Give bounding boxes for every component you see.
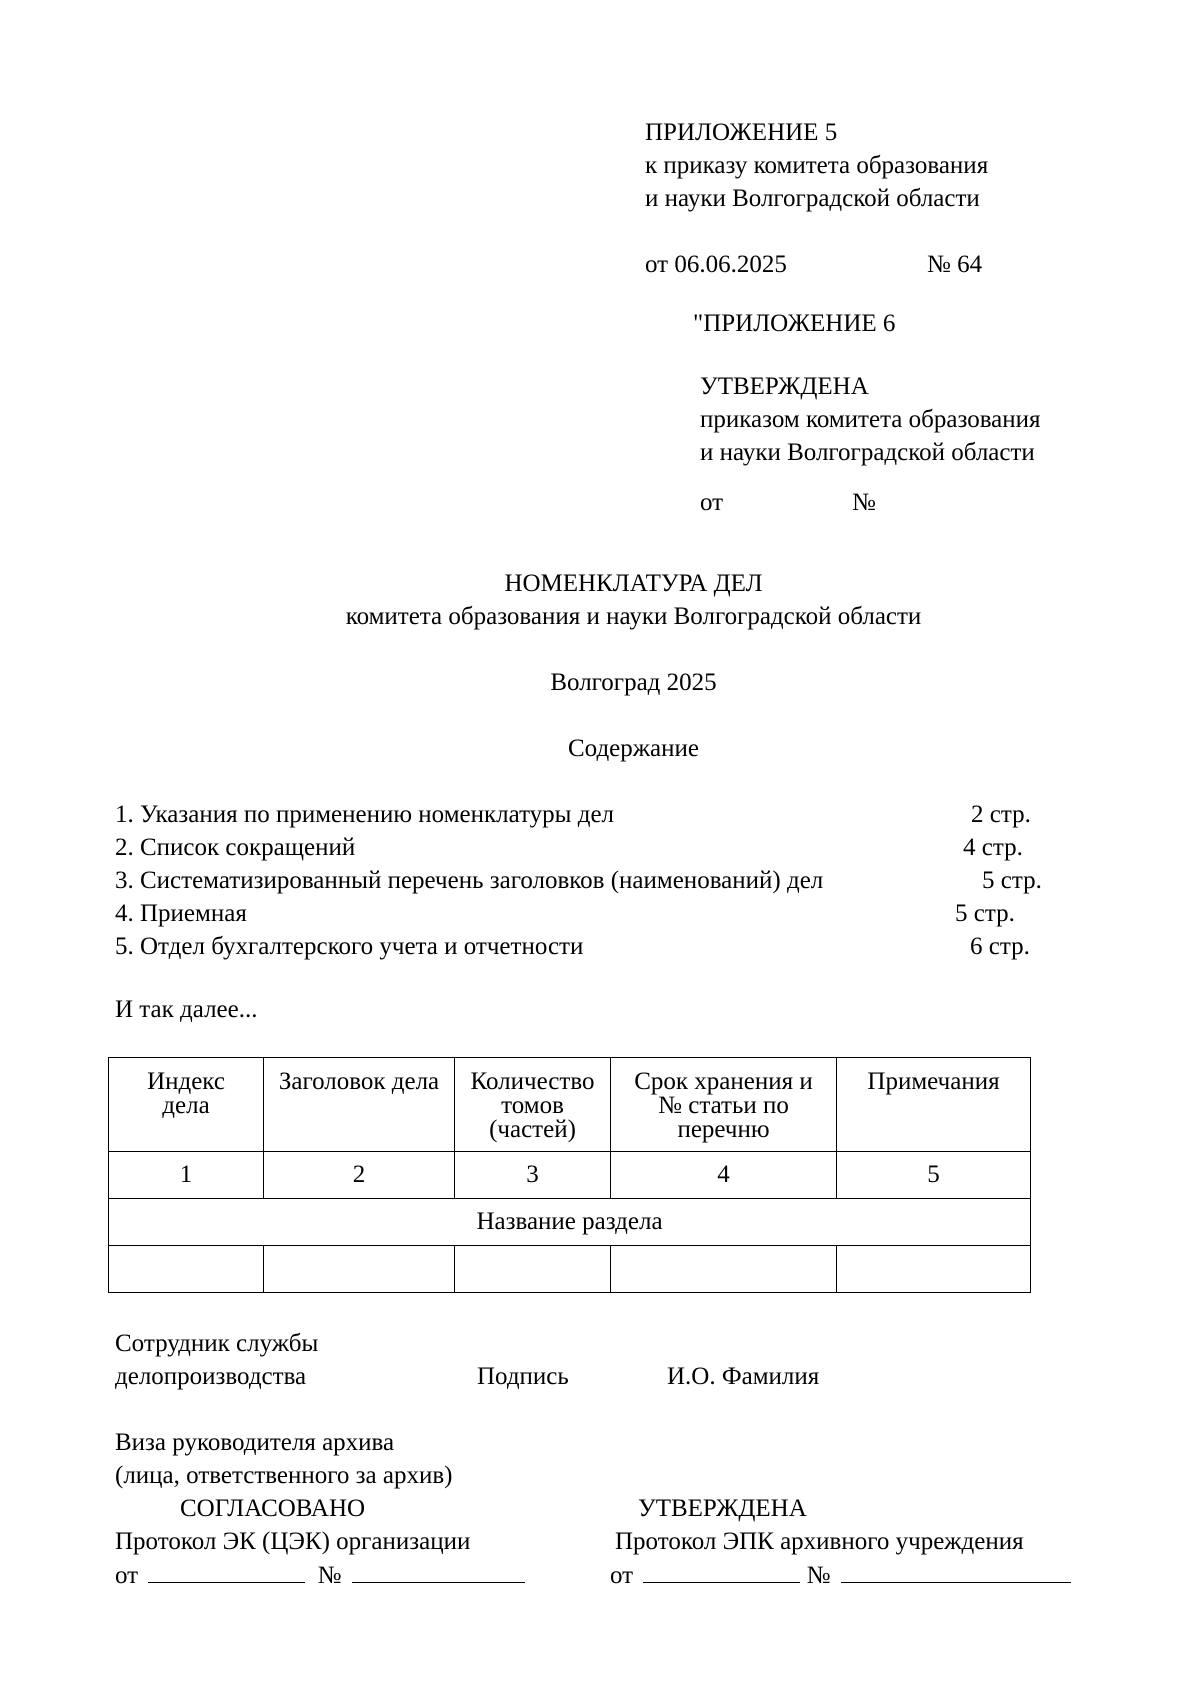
- header-retention-line1: Срок хранения и: [634, 1068, 813, 1095]
- toc-item-page: 2 стр.: [971, 801, 1031, 828]
- toc-item-page: 5 стр.: [955, 900, 1015, 927]
- table-cell: [109, 1246, 264, 1293]
- header-index: [109, 1058, 264, 1152]
- protocol-epk-label: Протокол ЭПК архивного учреждения: [615, 1528, 1024, 1555]
- column-number: 1: [109, 1152, 264, 1199]
- toc-item-text: 4. Приемная: [115, 900, 247, 927]
- table-cell: [455, 1246, 611, 1293]
- header-notes: [837, 1058, 1031, 1152]
- header-volumes: [455, 1058, 611, 1152]
- protocol-epk-date-row: [610, 1558, 1071, 1592]
- toc-item: [115, 864, 1075, 897]
- appendix6-line2: приказом комитета образования: [700, 406, 1041, 433]
- section-name: Название раздела: [109, 1199, 1031, 1246]
- header-retention: [611, 1058, 837, 1152]
- header-volumes-line1: Количество: [470, 1068, 595, 1095]
- and-so-on-text: И так далее...: [115, 996, 258, 1023]
- appendix5-date-row: [645, 248, 1045, 281]
- name-label: И.О. Фамилия: [667, 1363, 820, 1390]
- appendix5-number: № 64: [927, 251, 983, 278]
- document-subtitle: комитета образования и науки Волгоградской области: [345, 603, 922, 630]
- appendix5-line2: к приказу комитета образования: [645, 152, 989, 179]
- date-blank-line: [148, 1558, 305, 1583]
- header-title: [264, 1058, 455, 1152]
- number-label: №: [806, 1562, 831, 1589]
- appendix6-approval-block: [700, 370, 1041, 469]
- table-section-row: [109, 1199, 1031, 1246]
- header-index-line1: Индекс: [147, 1068, 225, 1095]
- table-number-row: [109, 1152, 1031, 1199]
- appendix6-number-label: №: [852, 489, 876, 516]
- date-blank-line: [643, 1558, 800, 1583]
- header-index-line2: дела: [162, 1092, 210, 1119]
- toc-item-page: 5 стр.: [982, 867, 1042, 894]
- toc-item-page: 4 стр.: [963, 834, 1023, 861]
- header-notes-line1: Примечания: [867, 1068, 1000, 1095]
- toc-item-page: 6 стр.: [970, 933, 1030, 960]
- header-title-line1: Заголовок дела: [278, 1068, 440, 1095]
- toc-item: [115, 930, 1075, 963]
- agreed-label: СОГЛАСОВАНО: [180, 1495, 366, 1522]
- toc-item: [115, 897, 1075, 930]
- column-number: 5: [837, 1152, 1031, 1199]
- appendix6-date-row: [700, 486, 1000, 519]
- protocol-ek-label: Протокол ЭК (ЦЭК) организации: [115, 1528, 471, 1555]
- number-blank-line: [352, 1558, 525, 1583]
- appendix5-line3: и науки Волгоградской области: [645, 185, 980, 212]
- table-row: [109, 1246, 1031, 1293]
- date-label: от: [115, 1562, 139, 1589]
- header-retention-line2: № статьи по: [658, 1092, 789, 1119]
- header-volumes-line3: (частей): [489, 1116, 576, 1143]
- appendix5-date: от 06.06.2025: [645, 251, 787, 278]
- header-volumes-line2: томов: [501, 1092, 564, 1119]
- signature-label: Подпись: [477, 1363, 569, 1390]
- table-header-row: [109, 1058, 1031, 1152]
- nomenclature-table: [108, 1057, 1031, 1293]
- toc-item-text: 3. Систематизированный перечень заголовков (наименований) дел: [115, 867, 824, 894]
- visa-label-line1: Виза руководителя архива: [115, 1429, 395, 1456]
- number-label: №: [317, 1562, 342, 1589]
- column-number: 3: [455, 1152, 611, 1199]
- appendix6-title: "ПРИЛОЖЕНИЕ 6: [693, 310, 896, 337]
- protocol-ek-date-row: [115, 1558, 525, 1592]
- toc-item: [115, 798, 1075, 831]
- contents-heading: Содержание: [568, 735, 699, 762]
- document-city-year: Волгоград 2025: [550, 669, 717, 696]
- employee-label-line2: делопроизводства: [115, 1363, 307, 1390]
- table-cell: [837, 1246, 1031, 1293]
- appendix6-date-label: от: [700, 489, 724, 516]
- number-blank-line: [841, 1558, 1071, 1583]
- table-cell: [264, 1246, 455, 1293]
- column-number: 4: [611, 1152, 837, 1199]
- document-title: НОМЕНКЛАТУРА ДЕЛ: [504, 570, 763, 597]
- date-label: от: [610, 1562, 634, 1589]
- toc-item: [115, 831, 1075, 864]
- toc-item-text: 2. Список сокращений: [115, 834, 356, 861]
- header-retention-line3: перечню: [677, 1116, 770, 1143]
- visa-label-line2: (лица, ответственного за архив): [115, 1462, 453, 1489]
- table-cell: [611, 1246, 837, 1293]
- employee-label-line1: Сотрудник службы: [115, 1330, 319, 1357]
- appendix6-approved: УТВЕРЖДЕНА: [700, 373, 869, 400]
- toc-item-text: 5. Отдел бухгалтерского учета и отчетности: [115, 933, 584, 960]
- appendix6-line3: и науки Волгоградской области: [700, 439, 1035, 466]
- approved-label: УТВЕРЖДЕНА: [638, 1495, 807, 1522]
- appendix5-title: ПРИЛОЖЕНИЕ 5: [645, 119, 838, 146]
- appendix5-header: [645, 116, 988, 215]
- column-number: 2: [264, 1152, 455, 1199]
- toc-item-text: 1. Указания по применению номенклатуры дел: [115, 801, 615, 828]
